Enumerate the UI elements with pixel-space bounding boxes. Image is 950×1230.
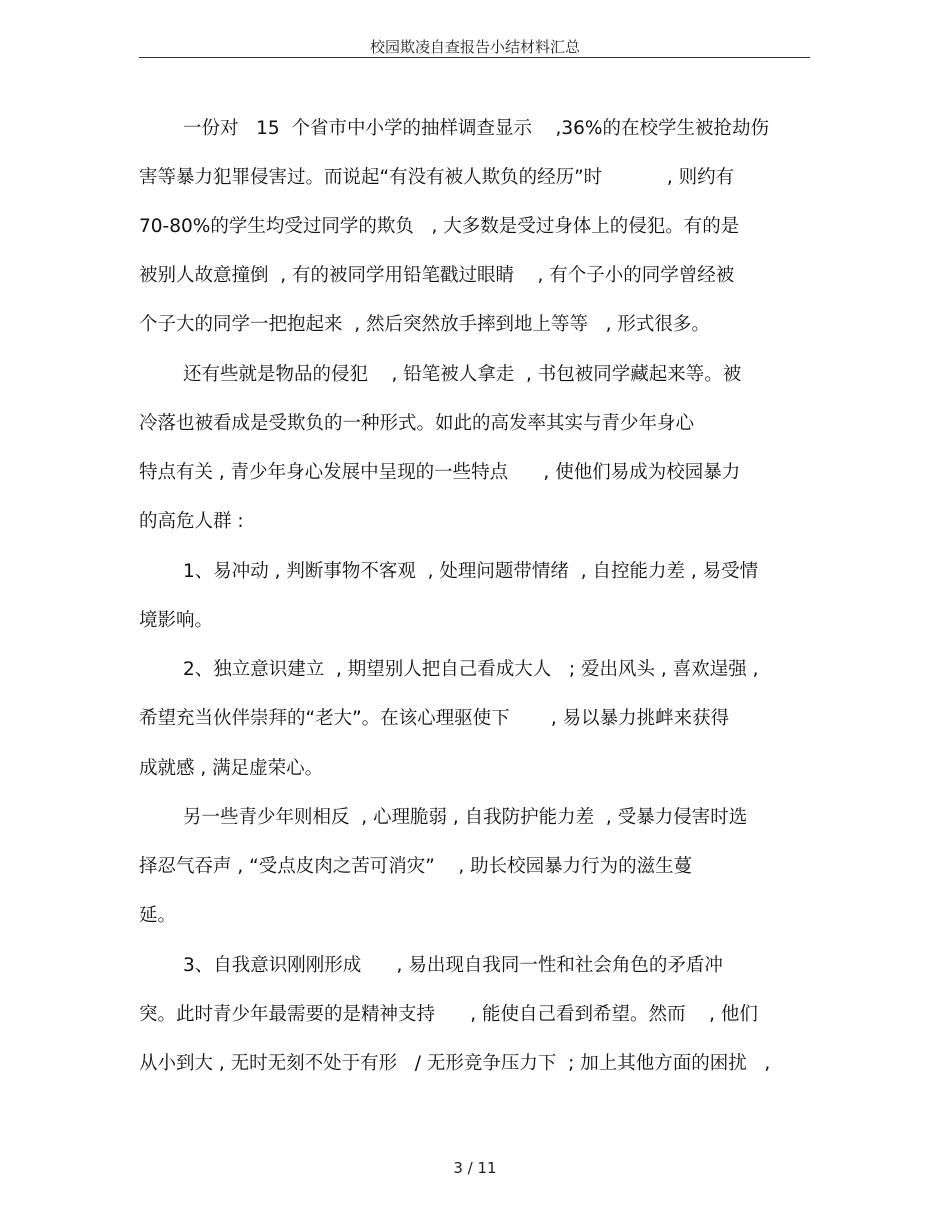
text-line: 延。	[139, 905, 177, 926]
text-line: 一份对 15 个省市中小学的抽样调查显示 ,36%的在校学生被抢劫伤	[183, 118, 769, 139]
text-line: 2、独立意识建立 , 期望别人把自己看成大人 ; 爱出风头 , 喜欢逞强 ,	[183, 659, 759, 680]
text-line: 还有些就是物品的侵犯 , 铅笔被人拿走 , 书包被同学藏起来等。被	[183, 364, 742, 385]
text-line: 择忍气吞声 , “受点皮肉之苦可消灾” , 助长校园暴力行为的滋生蔓	[139, 856, 693, 877]
text-line: 冷落也被看成是受欺负的一种形式。如此的高发率其实与青少年身心	[139, 413, 695, 434]
text-line: 另一些青少年则相反 , 心理脆弱 , 自我防护能力差 , 受暴力侵害时选	[183, 807, 748, 828]
text-line: 70-80%的学生均受过同学的欺负 , 大多数是受过身体上的侵犯。有的是	[139, 216, 740, 237]
text-line: 从小到大 , 无时无刻不处于有形 / 无形竞争压力下 ; 加上其他方面的困扰 ,	[139, 1053, 771, 1074]
text-line: 希望充当伙伴崇拜的“老大”。在该心理驱使下 , 易以暴力挑衅来获得	[139, 708, 730, 729]
text-line: 特点有关 , 青少年身心发展中呈现的一些特点 , 使他们易成为校园暴力	[139, 462, 741, 483]
text-line: 个子大的同学一把抱起来 , 然后突然放手摔到地上等等 , 形式很多。	[139, 314, 710, 335]
text-line: 成就感 , 满足虚荣心。	[139, 758, 324, 779]
text-line: 的高危人群 :	[139, 511, 244, 532]
text-line: 3、自我意识刚刚形成 , 易出现自我同一性和社会角色的矛盾冲	[183, 955, 723, 976]
header-divider	[139, 57, 810, 58]
text-line: 害等暴力犯罪侵害过。而说起“有没有被人欺负的经历”时 , 则约有	[139, 167, 735, 188]
text-line: 境影响。	[139, 610, 214, 631]
page-indicator: 3 / 11	[453, 1159, 497, 1177]
header-title: 校园欺凌自查报告小结材料汇总	[369, 38, 580, 56]
text-line: 突。此时青少年最需要的是精神支持 , 能使自己看到希望。然而 , 他们	[139, 1004, 758, 1025]
text-line: 被别人故意撞倒 , 有的被同学用铅笔戳过眼睛 , 有个子小的同学曾经被	[139, 265, 735, 286]
text-line: 1、易冲动 , 判断事物不客观 , 处理问题带情绪 , 自控能力差 , 易受情	[183, 561, 759, 582]
